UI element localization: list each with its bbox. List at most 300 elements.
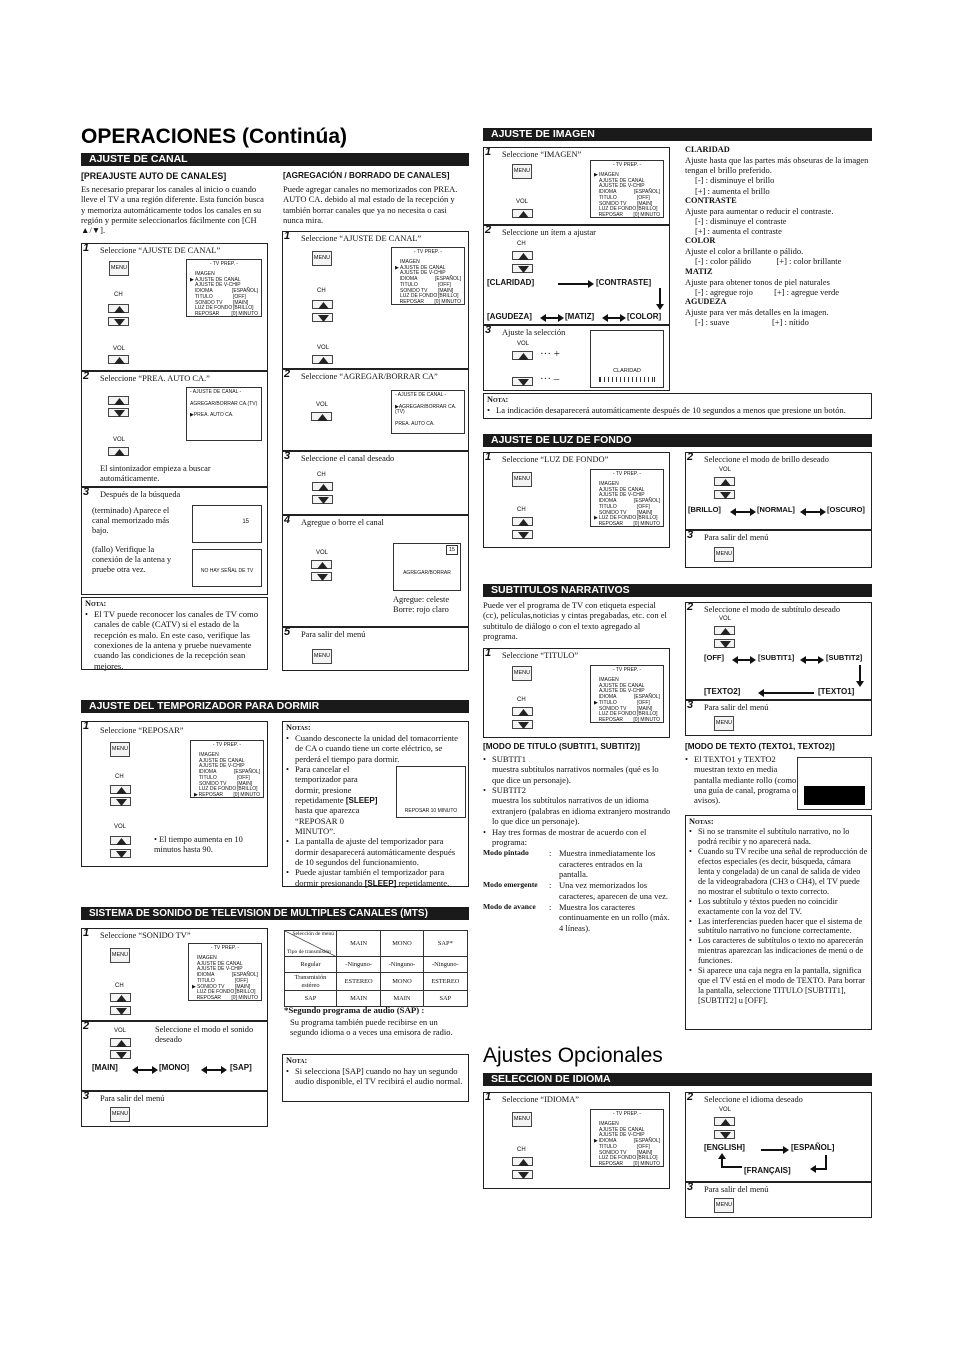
menu-item: ▶ LUZ DE FONDO [BRILLO] <box>594 515 658 522</box>
vol-label: VOL <box>317 345 330 351</box>
agregacion-text: Puede agregar canales no memorizados con PREA. AUTO CA. debido al mal estado de la recepción y también borrar canales que ya no necesita o casi nunca mira. <box>283 184 458 226</box>
step-caption: Para salir del menú <box>704 533 769 542</box>
step-caption: Seleccione el idioma deseado <box>704 1095 803 1104</box>
table-header: MONO <box>381 931 423 957</box>
imagen-nota-box <box>483 393 872 419</box>
menu-item-label: REPOSAR <box>399 299 425 305</box>
menu-item-label: IMAGEN <box>599 480 619 487</box>
option-texto2: [TEXTO2] <box>704 687 741 696</box>
tv-prep-menu-screen <box>391 247 465 305</box>
menu-item-value: [ESPAÑOL] <box>233 769 260 775</box>
option-francais: [FRANÇAIS] <box>744 1166 791 1175</box>
modes-list <box>483 848 671 933</box>
option-agudeza: [AGUDEZA] <box>487 312 532 321</box>
menu-item-label: AJUSTE DE CANAL <box>197 960 243 967</box>
menu-item-label: TITULO <box>599 1143 617 1150</box>
menu-item-label: AJUSTE DE V-CHIP <box>599 1132 645 1139</box>
menu-item-label: LUZ DE FONDO <box>400 293 438 300</box>
bidirectional-arrow-icon <box>800 508 826 516</box>
mode-name: Modo emergente <box>483 880 538 890</box>
menu-item-value: [MAIN] <box>637 1149 653 1156</box>
screen-line: AGREGAR/BORRAR CA.(TV) <box>190 400 258 407</box>
nota-heading: Nota: <box>286 1056 308 1065</box>
mode-name: Modo de avance <box>483 902 536 912</box>
step-note: (terminado) Aparece el canal memorizado más bajo. <box>92 506 170 536</box>
screen-line: - AJUSTE DE CANAL - <box>395 392 447 398</box>
ch-up-button[interactable] <box>512 1157 533 1166</box>
menu-item-label: TITULO <box>195 293 213 300</box>
step-caption: Seleccione el modo de brillo deseado <box>704 455 829 464</box>
menu-button[interactable]: MENU <box>512 164 532 179</box>
vol-down-button[interactable] <box>110 1050 131 1059</box>
menu-item-value: [ESPAÑOL] <box>633 1138 660 1144</box>
menu-item-label: IMAGEN <box>197 954 217 961</box>
menu-item-label: REPOSAR <box>598 521 624 527</box>
desc-text: Ajuste para obtener tonos de piel naturales <box>685 276 830 287</box>
no-signal-screen <box>192 549 262 587</box>
menu-item: ▶ AJUSTE DE CANAL <box>190 276 241 283</box>
reposar-screen <box>396 766 466 818</box>
menu-item-label: IDIOMA <box>598 498 617 504</box>
mode-row: Modo pintado : Muestra inmediatamente los caracteres entrados en la pantalla. <box>483 848 671 879</box>
desc-text: Ajuste para ver más detalles en la imagen. <box>685 306 829 317</box>
ch-up-button[interactable] <box>108 396 129 405</box>
desc-heading: COLOR <box>685 236 716 246</box>
step-3-box: 3 Para salir del menú MENU <box>685 530 872 568</box>
claridad-label: CLARIDAD <box>613 368 641 374</box>
menu-item-label: TITULO <box>599 699 617 706</box>
menu-item-label: SONIDO TV <box>599 705 627 712</box>
step-3-box: 3 Para salir del menú MENU <box>685 700 872 736</box>
menu-item-label: SONIDO TV <box>599 1149 627 1156</box>
menu-item-label: LUZ DE FONDO <box>197 989 235 996</box>
ch-label: CH <box>517 697 526 703</box>
subtitulos-intro: Puede ver el programa de TV con etiqueta especial (cc), películas,noticias y cintas pregabadas, etc. con el subtitulo de diálogo o con el texto agregado al programa. <box>483 600 667 642</box>
menu-item-label: IDIOMA <box>598 189 617 195</box>
menu-item-label: AJUSTE DE CANAL <box>400 264 446 271</box>
menu-item: ▶ IDIOMA [ESPAÑOL] <box>594 1138 660 1144</box>
channel-number: 15 <box>446 545 458 555</box>
nota-text: repetidamente. <box>398 877 450 888</box>
menu-item-label: TITULO <box>599 194 617 201</box>
menu-button[interactable]: MENU <box>512 472 532 487</box>
vol-up-button[interactable] <box>311 412 332 421</box>
option-main: [MAIN] <box>92 1063 118 1072</box>
menu-item-label: SONIDO TV <box>199 780 227 787</box>
menu-item <box>594 718 660 724</box>
menu-button[interactable]: MENU <box>512 1112 532 1127</box>
menu-header: - TV PREP. - <box>612 162 642 168</box>
ch-down-button[interactable] <box>512 720 533 729</box>
vol-up-button[interactable] <box>512 351 533 360</box>
vol-up-button[interactable] <box>714 1117 735 1126</box>
menu-header: - TV PREP. - <box>612 1111 642 1117</box>
table-cell: ESTEREO <box>423 973 467 991</box>
ch-up-button[interactable] <box>312 300 333 309</box>
vol-down-button[interactable] <box>311 572 332 581</box>
menu-item-label: REPOSAR <box>196 995 222 1001</box>
agregacion-heading: [AGREGACIÓN / BORRADO DE CANALES] <box>283 171 450 180</box>
subtit1-text: muestra subtítulos narrativos normales (qué es lo que dice un personaje). <box>492 764 659 785</box>
ch-label: CH <box>114 292 123 298</box>
vol-label: VOL <box>719 1107 732 1113</box>
left-arrow-icon <box>758 689 814 697</box>
vol-down-button[interactable] <box>512 377 533 386</box>
vol-down-button[interactable] <box>714 490 735 499</box>
channel-screen <box>192 505 262 543</box>
nota-text: • Si selecciona [SAP] cuando no hay un segundo audio disponible, el TV recibirá el audio normal. <box>286 1066 465 1087</box>
menu-item-label: AJUSTE DE CANAL <box>199 757 245 764</box>
menu-item: ▶ TITULO [OFF] <box>594 699 650 706</box>
menu-item-value: [OFF] <box>233 293 246 300</box>
table-corner-cell <box>285 931 337 957</box>
vol-up-button[interactable] <box>312 355 333 364</box>
menu-item: ▶ IMAGEN <box>594 173 660 179</box>
ch-down-button[interactable] <box>512 264 533 273</box>
ch-down-button[interactable] <box>512 530 533 539</box>
step-2-box: 2 Seleccione “PREA. AUTO CA.” VOL - AJUSTE DE CANAL - AGREGAR/BORRAR CA.(TV) ▶PREA. AUTO CA. El sintonizador empieza a buscar automáticamente. <box>81 371 268 487</box>
down-arrow-icon <box>856 665 864 687</box>
temporizador-notas-box <box>282 721 469 887</box>
curved-arrow-icon <box>712 1153 742 1173</box>
ch-label: CH <box>115 774 124 780</box>
menu-button[interactable]: MENU <box>110 1107 130 1122</box>
ch-up-button[interactable] <box>312 482 333 491</box>
menu-item-value: [ESPAÑOL] <box>633 498 660 504</box>
table-header: Selección de menú <box>292 931 334 937</box>
agregar-borrar-text: AGREGAR/BORRAR <box>403 570 451 576</box>
nota-box <box>81 597 268 670</box>
menu-item <box>190 312 258 318</box>
step-caption: Ajuste la selección <box>502 328 566 337</box>
menu-item-value: [0] MINUTO <box>633 717 660 723</box>
desc-line: [+] : aumenta el contraste <box>695 226 782 237</box>
level-bar <box>599 377 655 382</box>
ch-up-button[interactable] <box>512 517 533 526</box>
menu-item-label: IMAGEN <box>195 270 215 277</box>
modo-titulo-heading: [MODO DE TITULO (SUBTIT1, SUBTIT2)] <box>483 742 640 751</box>
menu-button[interactable]: MENU <box>714 716 734 731</box>
bidirectional-arrow-icon <box>602 314 626 322</box>
nota-text: Para cancelar el temporizador para dormir, presione repetidamente <box>295 763 358 805</box>
ch-down-button[interactable] <box>110 797 131 806</box>
menu-item-label: LUZ DE FONDO <box>599 711 637 718</box>
step-caption: Seleccione “SONIDO TV” <box>100 931 191 940</box>
step-caption: Para salir del menú <box>704 1185 769 1194</box>
menu-button[interactable]: MENU <box>512 666 532 681</box>
tv-prep-menu-screen <box>590 665 664 723</box>
menu-item-label: LUZ DE FONDO <box>599 515 637 522</box>
subtit2-label: SUBTIT2 <box>492 785 526 796</box>
option-english: [ENGLISH] <box>704 1143 745 1152</box>
step-2-box: 2 Seleccione el idioma deseado VOL [ENGLISH] [ESPAÑOL] [FRANÇAIS] <box>685 1092 872 1182</box>
menu-item-value: [BRILLO] <box>637 1155 658 1162</box>
agregar-borrar-screen <box>393 543 461 591</box>
menu-header: - TV PREP. - <box>209 261 239 267</box>
table-cell: MONO <box>381 973 423 991</box>
menu-button[interactable]: MENU <box>714 547 734 562</box>
menu-item-label: IDIOMA <box>399 276 418 282</box>
step-caption: Seleccione “AJUSTE DE CANAL” <box>100 246 221 255</box>
vol-up-button[interactable] <box>108 355 129 364</box>
option-texto1: [TEXTO1] <box>818 687 855 696</box>
menu-item-label: IMAGEN <box>599 1120 619 1127</box>
step-caption: Para salir del menú <box>100 1094 165 1103</box>
step-caption: Seleccione “TITULO” <box>502 651 579 660</box>
reposar-text: REPOSAR 10 MINUTO <box>404 808 458 814</box>
menu-item-value: [BRILLO] <box>233 305 254 312</box>
desc-line: [+] : aumenta el brillo <box>695 185 770 196</box>
bidirectional-arrow-icon <box>540 314 564 322</box>
ch-up-button[interactable] <box>110 785 131 794</box>
ch-up-button[interactable] <box>110 993 131 1002</box>
bidirectional-arrow-icon <box>730 508 756 516</box>
bidirectional-arrow-icon <box>800 656 824 664</box>
menu-item-label: LUZ DE FONDO <box>599 206 637 213</box>
menu-item-label: AJUSTE DE V-CHIP <box>195 282 241 289</box>
step-caption: Seleccione el modo el sonido deseado <box>155 1025 254 1045</box>
menu-item-label: IMAGEN <box>400 258 420 265</box>
menu-item-label: AJUSTE DE CANAL <box>195 276 241 283</box>
notas-heading: Notas: <box>689 817 714 826</box>
menu-item-value: [0] MINUTO <box>233 792 260 798</box>
step-caption: Seleccione el modo de subtítulo deseado <box>704 605 841 614</box>
step-1-box: 1 Seleccione “LUZ DE FONDO” MENU CH - TV PREP. - IMAGEN AJUSTE DE CANAL AJUSTE DE V-CHIP IDIOMA [ESPAÑOL] TITULO [OFF] SONIDO TV [MAIN] ▶ LUZ DE FONDO [BRILLO] REPOSAR [0] MINUTO <box>483 452 670 548</box>
ch-label: CH <box>317 472 326 478</box>
menu-item-value: [OFF] <box>637 503 650 510</box>
nota-heading: Nota: <box>85 599 107 608</box>
sleep-key: [SLEEP] <box>345 795 378 805</box>
table-cell: SAP <box>285 991 337 1007</box>
nota-text: • Los caracteres de subtítulos o texto no aparecerán mientras aparezcan las indicaciones de menú o de funciones. <box>689 936 868 966</box>
ch-label: CH <box>317 288 326 294</box>
vol-up-button[interactable] <box>714 477 735 486</box>
menu-button[interactable]: MENU <box>110 742 130 757</box>
menu-item-label: IDIOMA <box>194 288 213 294</box>
ch-up-button[interactable] <box>108 304 129 313</box>
tv-prep-menu-screen <box>188 943 262 1001</box>
menu-header: - TV PREP. - <box>212 742 242 748</box>
menu-item-value: [MAIN] <box>637 705 653 712</box>
table-cell: MAIN <box>381 991 423 1007</box>
desc-line: [-] : suave [+] : nítido <box>695 317 809 328</box>
mode-desc: Muestra los caracteres continuamente en un rollo (máx. 4 líneas). <box>559 902 670 933</box>
section-bar-idioma: SELECCION DE IDIOMA <box>483 1073 872 1086</box>
modo-texto-text <box>685 754 797 806</box>
step-caption: Seleccione “PREA. AUTO CA.” <box>100 374 210 383</box>
menu-button[interactable]: MENU <box>714 1198 734 1213</box>
menu-item-label: AJUSTE DE CANAL <box>599 177 645 184</box>
ch-down-button[interactable] <box>312 313 333 322</box>
nota-text: Puede ajustar también el temporizador para dormir presionando <box>295 867 445 888</box>
option-normal: [NORMAL] <box>757 505 795 514</box>
ch-up-button[interactable] <box>512 251 533 260</box>
menu-item-label: REPOSAR <box>598 717 624 723</box>
menu-item-value: [MAIN] <box>233 299 249 306</box>
menu-item-value: [BRILLO] <box>235 989 256 996</box>
ch-down-button[interactable] <box>312 495 333 504</box>
step-1-box: 1 Seleccione “IMAGEN” MENU VOL - TV PREP. - ▶ IMAGEN AJUSTE DE CANAL AJUSTE DE V-CHIP IDIOMA [ESPAÑOL] TITULO [OFF] SONIDO TV [MAIN] LUZ DE FONDO [BRILLO] REPOSAR [0] MINUTO <box>483 147 670 225</box>
step-1-box: 1 Seleccione “IDIOMA” MENU CH - TV PREP. - IMAGEN AJUSTE DE CANAL AJUSTE DE V-CHIP ▶ IDIOMA [ESPAÑOL] TITULO [OFF] SONIDO TV [MAIN] LUZ DE FONDO [BRILLO] REPOSAR [0] MINUTO <box>483 1092 670 1189</box>
menu-item-value: [OFF] <box>237 774 250 781</box>
vol-label: VOL <box>719 616 732 622</box>
menu-item-label: IDIOMA <box>198 769 217 775</box>
menu-item-value: [0] MINUTO <box>231 995 258 1001</box>
nota-text: • Las interferencias pueden hacer que el sistema de subtítulo narrativo no funcione correctamente. <box>689 917 868 937</box>
opcionales-title: Ajustes Opcionales <box>483 1044 663 1067</box>
channel-number: 15 <box>242 519 249 525</box>
no-signal-text: NO HAY SEÑAL DE TV <box>200 568 254 574</box>
nota-text: • Si no se transmite el subtítulo narrativo, no lo podrá recibir y no aparecerá nada. <box>689 827 868 847</box>
menu-item-label: SONIDO TV <box>599 509 627 516</box>
menu-item-value: [MAIN] <box>235 983 251 990</box>
menu-item-label: TITULO <box>197 977 215 984</box>
step-1-box: 1 Seleccione “AJUSTE DE CANAL” MENU CH VOL - TV PREP. - IMAGEN ▶ AJUSTE DE CANAL AJUSTE DE V-CHIP IDIOMA [ESPAÑOL] TITULO [OFF] SONIDO TV [MAIN] LUZ DE FONDO [BRILLO] REPOSAR [0] MINUTO <box>81 243 268 371</box>
menu-item-label: IDIOMA <box>196 972 215 978</box>
step-1-box: 1 Seleccione “SONIDO TV” MENU CH - TV PREP. - IMAGEN AJUSTE DE CANAL AJUSTE DE V-CHIP IDIOMA [ESPAÑOL] TITULO [OFF] ▶ SONIDO TV [MAIN] LUZ DE FONDO [BRILLO] REPOSAR [0] MINUTO <box>81 928 268 1021</box>
section-bar-mts: SISTEMA DE SONIDO DE TELEVISION DE MULTIPLES CANALES (MTS) <box>81 907 469 920</box>
option-contraste: [CONTRASTE] <box>596 278 652 287</box>
table-cell: -Ninguno- <box>337 957 381 973</box>
section-bar-luz-fondo: AJUSTE DE LUZ DE FONDO <box>483 434 872 447</box>
preajuste-text: Es necesario preparar los canales al inicio o cuando lleve el TV a una región diferente. Esta función busca y memoriza automáticamente todos los canales en su región y permite seleccionarlos fácilmente con [CH ▲/▼]. <box>81 184 264 236</box>
step-3-box: 3 Para salir del menú MENU <box>685 1182 872 1218</box>
menu-header: - TV PREP. - <box>612 471 642 477</box>
step-caption: Para salir del menú <box>704 703 769 712</box>
menu-button[interactable]: MENU <box>312 649 332 664</box>
vol-down-button[interactable] <box>714 1130 735 1139</box>
step-note: Agregue: celeste Borre: rojo claro <box>393 595 450 615</box>
section-bar-subtitulos: SUBTITULOS NARRATIVOS <box>483 584 872 597</box>
vol-down-button[interactable] <box>110 849 131 858</box>
menu-item-label: AJUSTE DE V-CHIP <box>199 763 245 770</box>
ch-down-button[interactable] <box>512 1170 533 1179</box>
menu-item <box>594 213 660 219</box>
subtit1-label: SUBTIT1 <box>492 754 526 764</box>
nota-text: • El TV puede reconocer los canales de TV como canales de cable (CATV) si el estado de la recepción es malo. En este caso, verifique las conexiones de la antena y pruebe nuevamente cuando las condiciones de la recepción sean mejores. <box>85 609 264 671</box>
table-cell: Transmisión estéreo <box>285 973 337 991</box>
curved-arrow-icon <box>808 1155 836 1175</box>
vol-up-button[interactable] <box>108 447 129 456</box>
menu-button[interactable]: MENU <box>312 251 332 266</box>
ch-down-button[interactable] <box>108 408 129 417</box>
vol-up-button[interactable] <box>110 1038 131 1047</box>
vol-down-button[interactable] <box>714 639 735 648</box>
black-box <box>804 786 865 805</box>
mode-row: Modo emergente : Una vez memorizados los caracteres, aparecen de una vez. <box>483 880 671 901</box>
menu-item-label: AJUSTE DE CANAL <box>599 682 645 689</box>
menu-item-label: SONIDO TV <box>195 299 223 306</box>
option-off: [OFF] <box>704 653 724 662</box>
nota-text: • Los subtítulo y téxtos pueden no coincidir exactamente con la voz del TV. <box>689 897 868 917</box>
preajuste-heading: [PREAJUSTE AUTO DE CANALES] <box>81 171 227 181</box>
option-sap: [SAP] <box>230 1063 252 1072</box>
menu-item-label: REPOSAR <box>198 792 224 798</box>
ch-down-button[interactable] <box>108 317 129 326</box>
ch-up-button[interactable] <box>512 707 533 716</box>
menu-button[interactable]: MENU <box>109 261 129 276</box>
screen-line: - AJUSTE DE CANAL - <box>190 389 242 395</box>
menu-item-value: [OFF] <box>438 281 451 288</box>
menu-item-label: REPOSAR <box>598 212 624 218</box>
menu-item-label: AJUSTE DE CANAL <box>599 486 645 493</box>
table-header: SAP* <box>423 931 467 957</box>
mode-desc: Muestra inmediatamente los caracteres entrados en la pantalla. <box>559 848 656 879</box>
menu-item <box>594 522 660 528</box>
table-cell: SAP <box>423 991 467 1007</box>
desc-line: [-] : disminuye el contraste <box>695 215 787 226</box>
menu-item: ▶ SONIDO TV [MAIN] <box>192 983 251 990</box>
vol-up-button[interactable] <box>714 626 735 635</box>
sap-heading: *Segundo programa de audio (SAP) : <box>284 1005 425 1015</box>
ch-down-button[interactable] <box>110 1006 131 1015</box>
step-1-box: 1 Seleccione “AJUSTE DE CANAL” MENU CH VOL - TV PREP. - IMAGEN ▶ AJUSTE DE CANAL AJUSTE DE V-CHIP IDIOMA [ESPAÑOL] TITULO [OFF] SONIDO TV [MAIN] LUZ DE FONDO [BRILLO] REPOSAR [0] MINUTO <box>282 231 469 369</box>
menu-item-value: [OFF] <box>637 1143 650 1150</box>
desc-line: [-] : disminuye el brillo <box>695 175 775 186</box>
step-2-box: 2 Seleccione un ítem a ajustar CH [CLARIDAD] [CONTRASTE] [AGUDEZA] [MATIZ] [COLOR] <box>483 225 670 325</box>
table-cell: ESTEREO <box>337 973 381 991</box>
desc-heading: CONTRASTE <box>685 195 737 205</box>
tv-prep-menu-screen <box>186 259 262 317</box>
step-caption: Seleccione “IMAGEN” <box>502 150 582 159</box>
vol-up-button[interactable] <box>311 560 332 569</box>
subtitulos-notas-box <box>685 815 872 1030</box>
menu-item-value: [BRILLO] <box>637 206 658 213</box>
sleep-key: [SLEEP] <box>364 878 397 888</box>
imagen-descriptions <box>685 145 873 327</box>
menu-item-value: [0] MINUTO <box>434 299 461 305</box>
mts-table <box>284 930 468 1007</box>
step-caption: Seleccione “IDIOMA” <box>502 1095 579 1104</box>
menu-button[interactable]: MENU <box>110 948 130 963</box>
vol-up-button[interactable] <box>512 209 533 218</box>
menu-item: ▶ AJUSTE DE CANAL <box>395 264 446 271</box>
vol-label: VOL <box>719 467 732 473</box>
option-subtit2: [SUBTIT2] <box>826 653 863 662</box>
menu-item-label: LUZ DE FONDO <box>199 786 237 793</box>
section-bar-temporizador: AJUSTE DEL TEMPORIZADOR PARA DORMIR <box>81 700 469 713</box>
mts-nota-box <box>282 1054 469 1102</box>
menu-item-label: AJUSTE DE V-CHIP <box>599 492 645 499</box>
desc-text: Ajuste hasta que las partes más obseuras de la imagen tengan el brillo preferido. <box>685 154 869 176</box>
sap-text: Su programa también puede recibirse en un segundo idioma o a veces una emisora de radio. <box>290 1017 453 1038</box>
menu-item-value: [0] MINUTO <box>633 1161 660 1167</box>
menu-item-value: [ESPAÑOL] <box>633 694 660 700</box>
step-2-box: 2 Seleccione el modo de subtítulo deseado VOL [OFF] [SUBTIT1] [SUBTIT2] [TEXTO2] [TEXTO1] <box>685 602 872 700</box>
menu-header: - TV PREP. - <box>612 667 642 673</box>
menu-item <box>192 996 258 1002</box>
menu-item-value: [0] MINUTO <box>231 311 258 317</box>
menu-item-label: LUZ DE FONDO <box>599 1155 637 1162</box>
tv-prep-menu-screen <box>590 469 664 527</box>
menu-item-label: IMAGEN <box>599 676 619 683</box>
menu-item-value: [BRILLO] <box>237 786 258 793</box>
vol-up-button[interactable] <box>110 836 131 845</box>
menu-item-label: SONIDO TV <box>400 287 428 294</box>
vol-label: VOL <box>114 824 127 830</box>
table-cell: -Ninguno- <box>381 957 423 973</box>
menu-item-label: AJUSTE DE CANAL <box>599 1126 645 1133</box>
step-4-box: 4 Agregue o borre el canal VOL 15 AGREGAR/BORRAR Agregue: celeste Borre: rojo claro <box>282 515 469 627</box>
menu-item-value: [ESPAÑOL] <box>231 972 258 978</box>
screen-line: PREA. AUTO CA. <box>395 420 435 427</box>
down-arrow-icon <box>656 288 664 310</box>
menu-item: ▶ REPOSAR [0] MINUTO <box>194 792 260 798</box>
vol-label: VOL <box>114 1028 127 1034</box>
step-caption: Para salir del menú <box>301 630 366 639</box>
step-caption: Seleccione “REPOSAR” <box>100 726 184 735</box>
menu-item-label: REPOSAR <box>194 311 220 317</box>
